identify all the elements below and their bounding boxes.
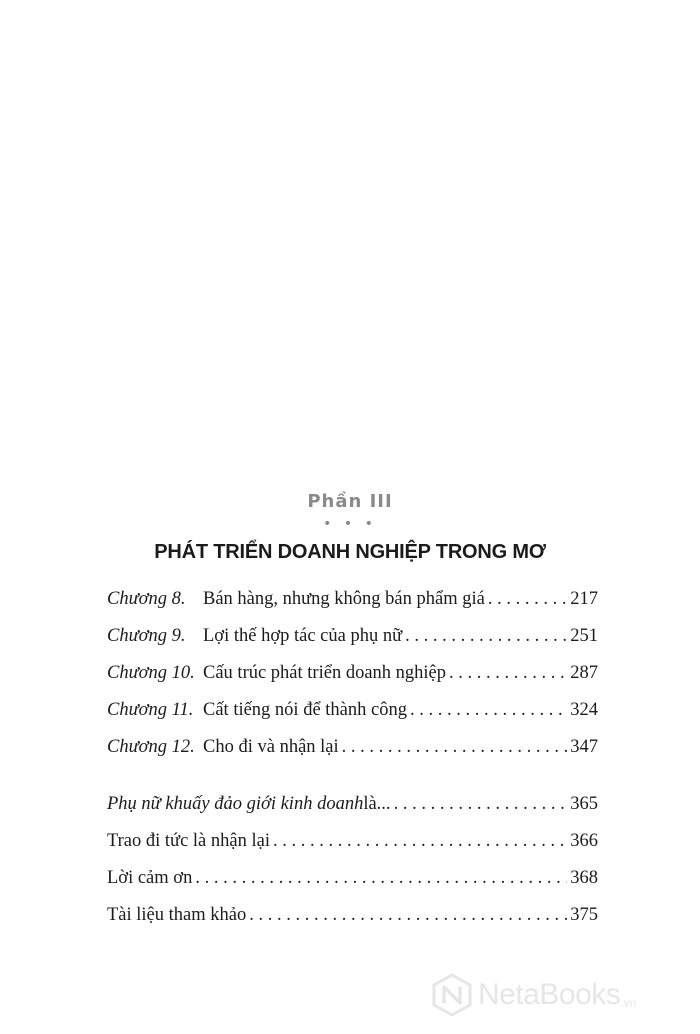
chapter-number: Chương 9. [107,626,186,646]
watermark [430,972,692,1018]
dot-leader [449,663,567,684]
entry-title: Phụ nữ khuấy đảo giới kinh doanh [107,794,364,814]
chapter-title: Lợi thế hợp tác của phụ nữ [203,626,403,646]
dot-leader [394,794,568,815]
page-number: 365 [570,794,598,814]
page-number: 324 [570,700,598,720]
page-number: 251 [570,626,598,646]
chapter-list [107,589,598,774]
chapter-title: Cấu trúc phát triển doanh nghiệp [203,663,447,683]
page-number: 368 [570,868,598,888]
entry-title: Tài liệu tham khảo [107,905,247,925]
toc-entry-chapter-10[interactable] [107,663,598,700]
chapter-number: Chương 10. [107,663,195,683]
toc-entry-closing[interactable] [107,794,598,831]
page-number: 347 [570,737,598,757]
watermark-brand: NetaBooks [478,978,621,1011]
neta-logo-icon [430,973,474,1017]
page-number: 366 [570,831,598,851]
entry-title: Lời cảm ơn [107,868,193,888]
ornament-dots: • • • [323,516,377,532]
dot-leader [195,868,567,889]
page-number: 287 [570,663,598,683]
part-label: Phần III [307,491,393,512]
dot-leader [488,589,567,610]
dot-leader [342,737,568,758]
entry-suffix: là... [363,794,391,814]
toc-entry-chapter-11[interactable] [107,700,598,737]
page-number: 375 [570,905,598,925]
chapter-number: Chương 12. [107,737,195,757]
toc-entry-chapter-12[interactable] [107,737,598,774]
back-matter-list [107,794,598,942]
toc-entry-acknowledgements[interactable] [107,868,598,905]
toc-entry-references[interactable] [107,905,598,942]
part-title: PHÁT TRIỂN DOANH NGHIỆP TRONG MƠ [154,541,546,563]
toc-entry-chapter-8[interactable] [107,589,598,626]
dot-leader [273,831,567,852]
page-number: 217 [570,589,598,609]
chapter-title: Bán hàng, nhưng không bán phẩm giá [203,589,485,609]
dot-leader [249,905,567,926]
chapter-title: Cho đi và nhận lại [203,737,339,757]
chapter-number: Chương 8. [107,589,186,609]
dot-leader [405,626,567,647]
watermark-suffix: .vn [620,996,637,1010]
chapter-title: Cất tiếng nói để thành công [203,700,407,720]
toc-entry-giving[interactable] [107,831,598,868]
entry-title: Trao đi tức là nhận lại [107,831,270,851]
toc-entry-chapter-9[interactable] [107,626,598,663]
chapter-number: Chương 11. [107,700,194,720]
dot-leader [410,700,567,721]
